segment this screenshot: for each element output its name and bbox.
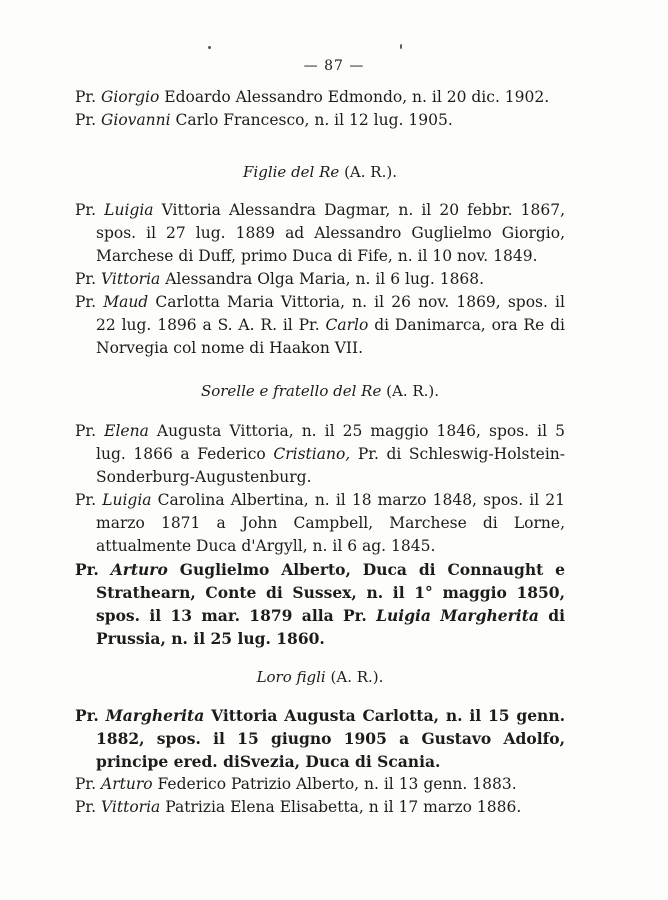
entry-name: Carlo [325,316,369,334]
entry-text: di Danimarca, ora Re di Norvegia col nome di Haakon VII. [96,316,565,357]
entry-name: Luigia [102,491,152,509]
heading-suffix: (A. R.). [344,163,397,181]
print-speck [400,44,402,49]
list-item [75,558,565,650]
entry-prefix: Pr. [75,560,99,579]
entry-name: Giorgio [101,88,160,106]
entry-text: di Prussia, n. il 25 lug. 1860. [96,606,565,648]
entry-text: Carolina Albertina, n. il 18 marzo 1848, spos. il 21 marzo 1871 a John Campbell, Marchese di Lorne, attualmente Duca d'Argyll, n. il 6 ag. 1845. [96,491,565,555]
entry-name: Vittoria [101,270,161,288]
list-item [75,796,565,819]
entries-daughters [75,199,565,360]
entry-name: Giovanni [101,111,171,129]
entry-text: Patrizia Elena Elisabetta, n il 17 marzo 1886. [165,798,522,816]
entries-children [75,704,565,819]
heading-italic: Loro figli [256,668,326,686]
entry-text: Vittoria Alessandra Dagmar, n. il 20 febbr. 1867, spos. il 27 lug. 1889 ad Alessandro Guglielmo Giorgio, Marchese di Duff, primo Duca di Fife, n. il 10 nov. 1849. [96,201,565,265]
entry-name: Margherita [105,706,205,725]
print-speck [208,46,211,49]
entry-text: Federico Patrizio Alberto, n. il 13 genn. 1883. [157,775,517,793]
entry-name: Maud [103,293,149,311]
heading-italic: Figlie del Re [243,163,340,181]
list-item [75,420,565,489]
entry-name: Cristiano, [273,445,351,463]
entry-prefix: Pr. [75,270,97,288]
entry-prefix: Pr. [75,491,97,509]
section-heading-daughters [75,163,565,181]
entry-text: Pr. di Schleswig-Holstein-Sonderburg-Augustenburg. [96,445,566,486]
list-item [75,86,565,109]
section-heading-siblings [75,382,565,400]
list-item [75,773,565,796]
entry-text: Alessandra Olga Maria, n. il 6 lug. 1868. [165,270,485,288]
entry-name: Luigia Margherita [376,606,539,625]
entry-name: Vittoria [101,798,161,816]
entry-prefix: Pr. [75,293,97,311]
list-item [75,268,565,291]
heading-suffix: (A. R.). [330,668,384,686]
entry-prefix: Pr. [75,111,97,129]
list-item [75,489,565,558]
entry-prefix: Pr. [75,706,99,725]
list-item [75,109,565,132]
entry-name: Elena [104,422,149,440]
entry-name: Arturo [101,775,153,793]
list-item [75,704,565,773]
entry-name: Arturo [110,560,168,579]
entry-prefix: Pr. [75,775,97,793]
entry-text: Edoardo Alessandro Edmondo, n. il 20 dic. 1902. [164,88,550,106]
entry-prefix: Pr. [75,798,97,816]
entry-text: Augusta Vittoria, n. il 25 maggio 1846, spos. il 5 lug. 1866 a Federico [96,422,565,463]
entries-siblings [75,420,565,650]
entry-text: Carlo Francesco, n. il 12 lug. 1905. [175,111,453,129]
entry-prefix: Pr. [75,201,97,219]
entry-prefix: Pr. [75,422,97,440]
entry-name: Luigia [104,201,154,219]
entry-text: Guglielmo Alberto, Duca di Connaught e Strathearn, Conte di Sussex, n. il 1° maggio 1850, spos. il 13 mar. 1879 alla Pr. [96,560,565,625]
section-heading-children [75,668,565,686]
entries-sons [75,86,565,132]
heading-italic: Sorelle e fratello del Re [200,382,382,400]
entry-text: Carlotta Maria Vittoria, n. il 26 nov. 1869, spos. il 22 lug. 1896 a S. A. R. il Pr. [96,293,565,334]
list-item [75,291,565,360]
entry-prefix: Pr. [75,88,97,106]
list-item [75,199,565,268]
page-number: — 87 — [303,58,365,74]
heading-suffix: (A. R.). [386,382,440,400]
entry-text: Vittoria Augusta Carlotta, n. il 15 genn. 1882, spos. il 15 giugno 1905 a Gustavo Adolfo, principe ered. diSvezia, Duca di Scania. [96,706,565,771]
